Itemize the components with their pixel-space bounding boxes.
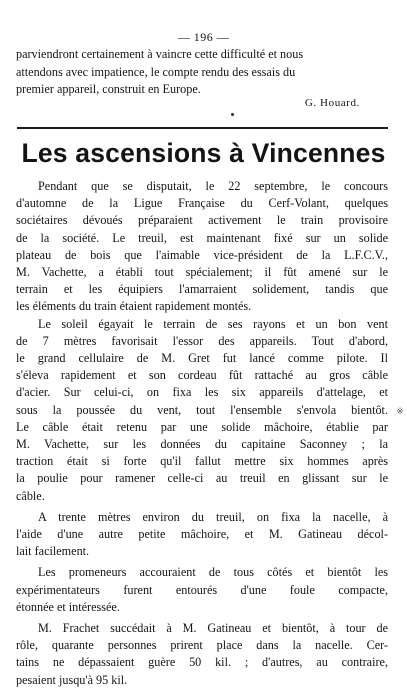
text-line: Le câble était retenu par une solide mâchoire, établie par [16,419,388,434]
text-line: pesaient jusqu'à 95 kil. [16,672,128,687]
text-line: parviendront certainement à vaincre cette difficulté et nous [16,47,304,61]
text-line: étonnée et intéressée. [16,599,120,614]
text-line: rôle, quarante personnes prirent place dans la nacelle. Cer- [16,638,388,653]
page-number: — 196 — [177,30,230,44]
text-line: la poulie pour ramener celle-ci au treuil en glissant sur le [16,471,388,486]
text-line: câble. [16,488,45,503]
ink-speck [231,113,234,116]
text-line: attendons avec impatience, le compte rendu des essais du [16,64,296,79]
text-line: lait facilement. [16,544,90,559]
text-line: le grand cellulaire de M. Gret fut lancé comme pilote. Il [16,351,388,366]
article-title: Les ascensions à Vincennes [21,138,386,168]
author-signature: G. Houard. [304,97,360,109]
text-line: M. Vachette, a établi tout spécialement; il fût amené sur le [16,265,388,280]
text-line: l'aide d'une autre petite mâchoire, et M. Gatineau décol- [16,527,388,542]
margin-scan-mark: ※ [395,407,405,417]
text-line: M. Frachet succédait à M. Gatineau et bientôt, à tour de [38,621,388,636]
text-line: s'éleva rapidement et son cordeau fût rattaché au gros câble [16,368,388,383]
text-line: sous la poussée du vent, tout l'ensemble s'envola bientôt. [16,402,388,417]
text-line: de la société. Le treuil, est maintenant fixé sur un solide [16,230,388,245]
text-line: plateau de bois que l'aimable vice-président de la L.F.C.V., [16,247,388,262]
text-line: M. Vachette, sur les données du capitaine Saconney ; la [16,437,388,452]
text-line: traction était si forte qu'il fallut mettre six hommes après [16,454,388,469]
text-line: Les promeneurs accouraient de tous côtés et bientôt les [38,565,388,580]
previous-article-ending [16,46,390,99]
text-line: A trente mètres environ du treuil, on fixa la nacelle, à [38,509,388,524]
text-line: les éléments du train étaient rapidement montés. [16,299,252,314]
section-divider [17,127,388,129]
text-line: d'acier. Sur celui-ci, on fixa les six appareils d'attelage, et [16,385,388,400]
text-line: Pendant que se disputait, le 22 septembre, le concours [38,179,388,193]
text-line: de 7 mètres favorisait l'essor des appareils. Tout d'abord, [16,333,388,348]
text-line: tains ne dépassaient guère 50 kil. ; d'autres, au contraire, [16,655,388,670]
text-line: sociétaires dévoués préparaient activement le train provisoire [16,213,388,228]
article-body [16,178,388,689]
text-line: premier appareil, construit en Europe. [16,82,201,96]
text-line: terrain et les équipiers l'amarraient solidement, tandis que [16,282,388,297]
text-line: d'automne de la Ligue Française du Cerf-Volant, quelques [16,196,388,211]
text-line: Le soleil égayait le terrain de ses rayons et un bon vent [38,316,388,331]
text-line: expérimentateurs furent entourés d'une foule compacte, [16,582,388,597]
